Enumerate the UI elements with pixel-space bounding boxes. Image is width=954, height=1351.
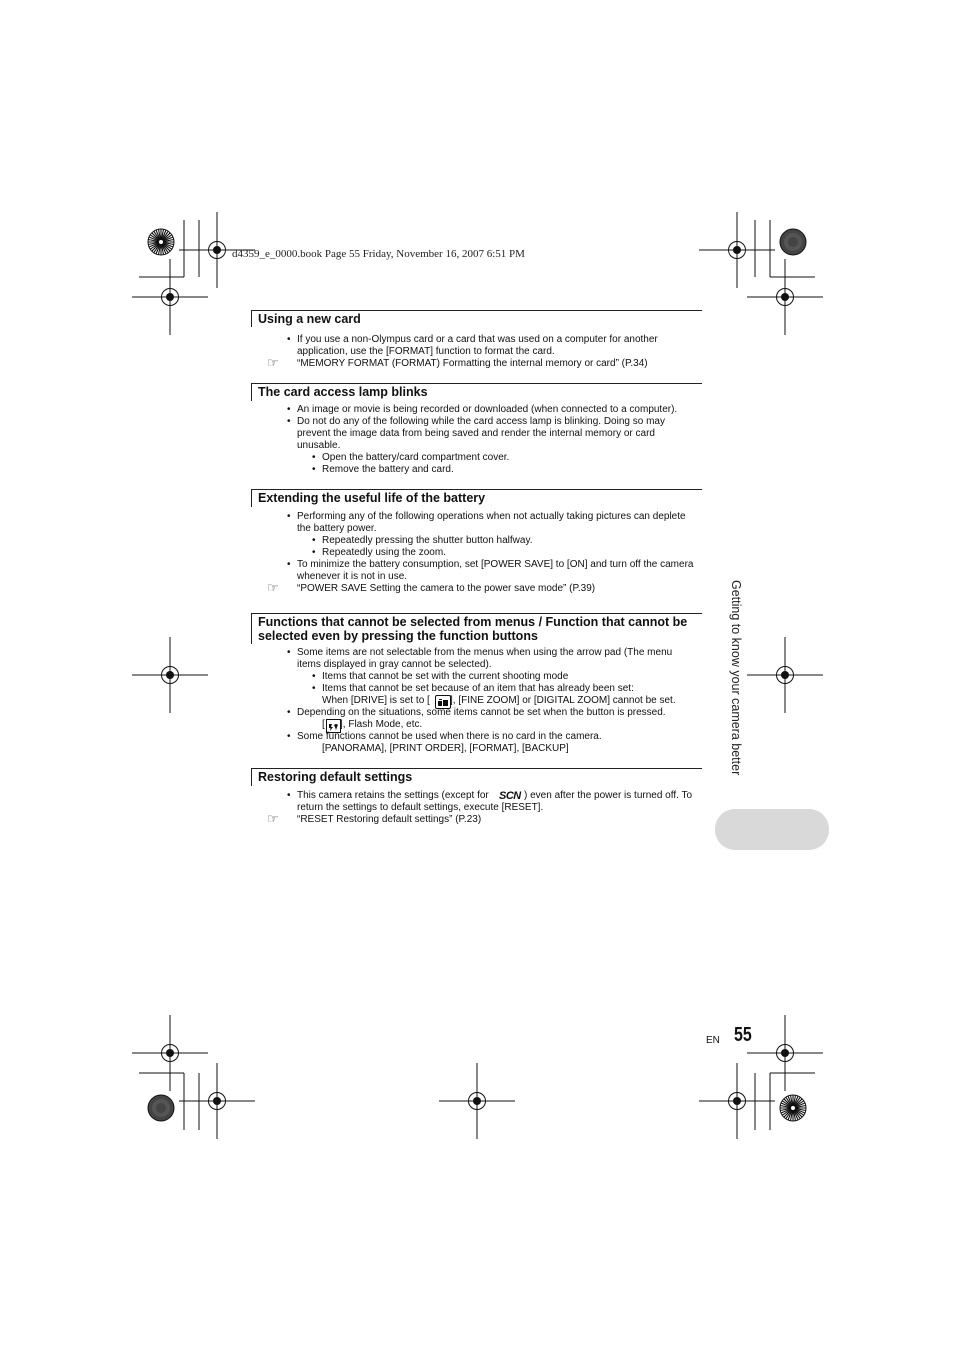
text-line: Performing any of the following operations when not actually taking pictures can deplete <box>297 511 686 522</box>
text-line: the battery power. <box>297 523 377 534</box>
reference-text: “POWER SAVE Setting the camera to the power save mode” (P.39) <box>297 583 596 594</box>
bullet: • <box>287 416 291 427</box>
chapter-side-label: Getting to know your camera better <box>729 580 743 776</box>
bullet: • <box>312 683 316 694</box>
section-title: Using a new card <box>258 312 361 326</box>
section-card-lamp <box>251 383 702 399</box>
bullet: • <box>287 404 291 415</box>
text-line: Items that cannot be set because of an item that has already been set: <box>322 683 634 694</box>
book-header: d4359_e_0000.book Page 55 Friday, November 16, 2007 6:51 PM <box>232 248 525 260</box>
text-line: Depending on the situations, some items cannot be set when the button is pressed. <box>297 707 666 718</box>
section-unselectable-functions <box>251 613 702 643</box>
text-line: Repeatedly pressing the shutter button halfway. <box>322 535 533 546</box>
reference-text: “MEMORY FORMAT (FORMAT) Formatting the internal memory or card” (P.34) <box>297 358 648 369</box>
language-label: EN <box>706 1035 720 1046</box>
bullet: • <box>287 707 291 718</box>
text-line: application, use the [FORMAT] function to format the card. <box>297 346 555 357</box>
bullet: • <box>312 547 316 558</box>
bullet: • <box>287 647 291 658</box>
text-line: Some functions cannot be used when there is no card in the camera. <box>297 731 602 742</box>
scn-icon: SCN <box>499 790 521 802</box>
bullet: • <box>287 559 291 570</box>
text-line: Open the battery/card compartment cover. <box>322 452 510 463</box>
bullet: • <box>287 790 291 801</box>
text-line: items displayed in gray cannot be selected). <box>297 659 492 670</box>
bullet: • <box>287 511 291 522</box>
text-line: ) even after the power is turned off. To <box>524 790 693 801</box>
section-title: The card access lamp blinks <box>258 385 428 399</box>
text-line: Repeatedly using the zoom. <box>322 547 446 558</box>
chapter-tab <box>715 809 829 850</box>
text-line: Some items are not selectable from the menus when using the arrow pad (The menu <box>297 647 673 658</box>
section-battery-life <box>251 489 702 505</box>
bullet: • <box>312 464 316 475</box>
page-number: 55 <box>734 1024 752 1046</box>
text-line: When [DRIVE] is set to [ <box>322 695 430 706</box>
section-restore-defaults <box>251 768 702 784</box>
section-title: Extending the useful life of the battery <box>258 491 486 505</box>
text-line: [PANORAMA], [PRINT ORDER], [FORMAT], [BACKUP] <box>322 743 569 754</box>
text-line: unusable. <box>297 440 341 451</box>
text-line: whenever it is not in use. <box>297 571 408 582</box>
section-title: Functions that cannot be selected from menus / Function that cannot be selected even by pressing the function buttons <box>258 615 688 643</box>
text-line: ], [FINE ZOOM] or [DIGITAL ZOOM] cannot be set. <box>450 695 676 706</box>
text-line: To minimize the battery consumption, set [POWER SAVE] to [ON] and turn off the camera <box>297 559 694 570</box>
text-line: If you use a non-Olympus card or a card that was used on a computer for another <box>297 334 658 345</box>
text-line: Do not do any of the following while the card access lamp is blinking. Doing so may <box>297 416 665 427</box>
reference-text: “RESET Restoring default settings” (P.23) <box>297 814 482 825</box>
bullet: • <box>287 731 291 742</box>
bullet: • <box>287 334 291 345</box>
reference-icon: ☞ <box>267 355 279 370</box>
bullet: • <box>312 671 316 682</box>
text-line: Remove the battery and card. <box>322 464 454 475</box>
section-new-card <box>251 310 702 326</box>
reference-icon: ☞ <box>267 811 279 826</box>
reference-icon: ☞ <box>267 580 279 595</box>
section-title: Restoring default settings <box>258 770 413 784</box>
text-line: An image or movie is being recorded or downloaded (when connected to a computer). <box>297 404 678 415</box>
text-line: This camera retains the settings (except for <box>297 790 489 801</box>
text-line: prevent the image data from being saved and render the internal memory or card <box>297 428 655 439</box>
bullet: • <box>312 452 316 463</box>
text-line: Items that cannot be set with the current shooting mode <box>322 671 569 682</box>
text-line: ], Flash Mode, etc. <box>340 719 423 730</box>
bullet: • <box>312 535 316 546</box>
text-line: return the settings to default settings, execute [RESET]. <box>297 802 544 813</box>
bracket-open: [ <box>322 719 325 730</box>
